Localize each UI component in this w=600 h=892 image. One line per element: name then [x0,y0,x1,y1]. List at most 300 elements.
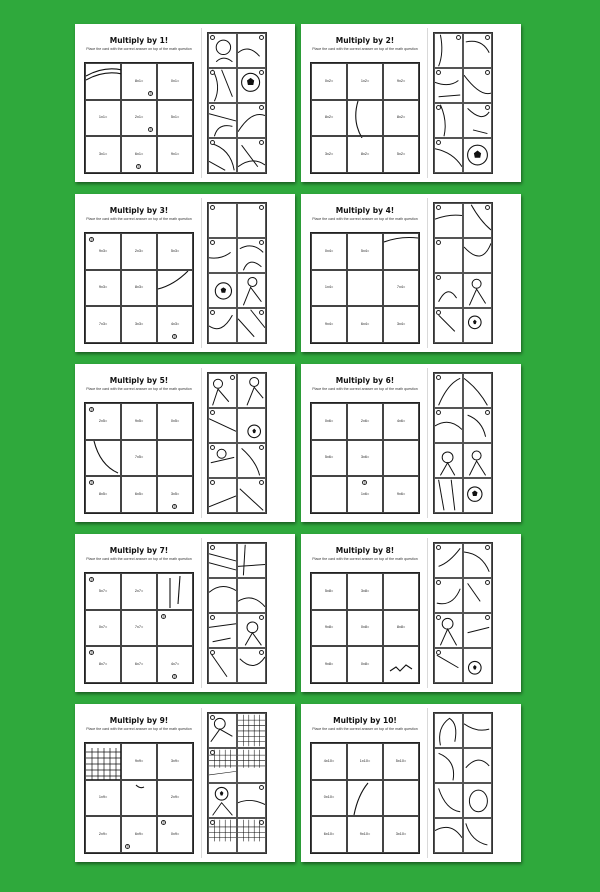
question-cell [347,573,383,610]
question-cell [85,63,121,100]
player-sketch-icon [464,819,491,852]
puzzle-piece [237,783,266,818]
question-marker-icon: ? [90,481,93,486]
page-divider [201,538,202,688]
puzzle-piece [208,478,237,513]
worksheet-title: Multiply by 5! [109,376,169,385]
question-text: 2x6= [360,418,370,423]
piece-number-icon [436,70,441,75]
question-cell [347,646,383,683]
question-grid [84,742,194,854]
puzzle-piece [237,613,266,648]
puzzle-piece [434,238,463,273]
question-cell [121,476,157,513]
puzzle-piece [237,68,266,103]
puzzle-piece [237,818,266,853]
question-text: 0x8= [360,661,370,666]
question-cell [347,100,383,137]
player-sketch-icon [435,714,462,747]
sketch-line-icon [158,271,194,308]
player-sketch-icon [464,239,491,272]
question-cell [85,743,121,780]
piece-number-icon [436,105,441,110]
question-cell [157,743,193,780]
piece-number-icon [259,480,264,485]
question-grid [310,402,420,514]
sketch-line-icon [86,441,122,478]
puzzle-piece [208,238,237,273]
question-text: 9x9= [134,758,144,763]
puzzle-piece [237,203,266,238]
piece-number-icon [210,480,215,485]
puzzle-piece [237,713,266,748]
worksheet-instructions: Place the card with the correct answer on top of the math question [86,387,192,391]
puzzle-piece [237,648,266,683]
worksheet-1 [75,24,295,182]
worksheet-instructions: Place the card with the correct answer on top of the math question [312,387,418,391]
question-cell [85,270,121,307]
question-text: 6x4= [360,321,370,326]
puzzle-piece [463,443,492,478]
player-sketch-icon [435,784,462,817]
worksheet-title: Multiply by 7! [109,546,169,555]
puzzle-piece [208,713,237,748]
puzzle-pieces [433,372,493,514]
question-page [75,24,201,182]
question-cell [121,610,157,647]
puzzle-piece [208,33,237,68]
question-marker-icon: ? [90,238,93,242]
piece-number-icon [210,715,215,720]
question-cell [121,646,157,683]
question-text: 1x1= [98,115,108,120]
question-cell [383,610,419,647]
question-cell [311,270,347,307]
puzzle-piece [434,33,463,68]
sketch-line-icon [158,574,194,611]
question-text: 5x7= [98,588,108,593]
net-sketch-icon [238,714,265,747]
question-page [301,24,427,182]
question-cell [311,306,347,343]
puzzle-piece [434,578,463,613]
piece-number-icon [259,205,264,210]
question-cell [85,100,121,137]
piece-number-icon [436,275,441,280]
question-text: 3x4= [396,321,406,326]
page-divider [201,198,202,348]
question-text: 8x2= [360,151,370,156]
worksheet-title: Multiply by 8! [335,546,395,555]
puzzle-piece [463,138,492,173]
question-page [75,704,201,862]
piece-number-icon [210,820,215,825]
picture-pieces-page [207,32,291,178]
question-cell [85,136,121,173]
picture-pieces-page [207,712,291,858]
piece-number-icon [259,105,264,110]
soccer-ball-icon [209,274,236,307]
question-cell [121,743,157,780]
puzzle-piece [208,648,237,683]
question-marker-icon: ? [90,578,93,582]
question-cell [347,476,383,513]
picture-pieces-page [433,712,517,858]
question-cell [121,100,157,137]
question-page [75,194,201,352]
question-cell [85,646,121,683]
puzzle-piece [237,373,266,408]
question-text: 0x1= [170,78,180,83]
question-text: 6x1= [134,151,144,156]
puzzle-piece [237,33,266,68]
puzzle-piece [237,578,266,613]
piece-number-icon [259,310,264,315]
puzzle-piece [434,613,463,648]
player-sketch-icon [435,444,462,477]
worksheet-title: Multiply by 3! [109,206,169,215]
question-cell [311,100,347,137]
piece-number-icon [259,650,264,655]
question-cell [157,136,193,173]
puzzle-piece [434,308,463,343]
puzzle-piece [208,203,237,238]
piece-number-icon [485,545,490,550]
question-marker-icon: ? [90,651,93,656]
question-cell [121,136,157,173]
question-text: 2x3= [134,248,144,253]
worksheet-instructions: Place the card with the correct answer on top of the math question [312,217,418,221]
piece-number-icon [456,35,461,40]
question-text: 3x9= [170,758,180,763]
question-text: 1x10= [359,758,371,763]
question-cell [347,610,383,647]
question-text: 1x9= [98,795,108,800]
question-cell [311,403,347,440]
question-cell [311,743,347,780]
question-text: 2x9= [170,795,180,800]
picture-pieces-page [433,542,517,688]
puzzle-piece [463,203,492,238]
question-cell [85,440,121,477]
question-marker-icon: ? [126,845,129,849]
question-text: 1x2= [360,78,370,83]
worksheet-title: Multiply by 9! [109,716,169,725]
worksheet-6 [301,364,521,522]
puzzle-piece [434,273,463,308]
question-marker-icon: ? [137,165,140,169]
question-cell [311,63,347,100]
piece-number-icon [485,105,490,110]
soccer-ball-icon [209,784,236,817]
puzzle-piece [237,748,266,783]
worksheet-title: Multiply by 2! [335,36,395,45]
player-sketch-icon [238,274,265,307]
worksheet-5 [75,364,295,522]
worksheet-7 [75,534,295,692]
question-text: 9x8= [324,625,334,630]
question-cell [157,816,193,853]
question-marker-icon: ? [162,821,165,826]
question-text: 9x3= [98,248,108,253]
puzzle-piece [237,308,266,343]
puzzle-piece [434,818,463,853]
piece-number-icon [210,105,215,110]
puzzle-piece [463,578,492,613]
puzzle-piece [237,138,266,173]
picture-pieces-page [433,32,517,178]
picture-pieces-page [207,372,291,518]
question-cell [85,233,121,270]
player-sketch-icon [209,579,236,612]
question-text: 0x5= [170,418,180,423]
question-marker-icon: ? [162,614,165,619]
puzzle-piece [463,783,492,818]
piece-number-icon [436,615,441,620]
question-text: 0x2= [324,78,334,83]
sketch-line-icon [348,781,384,818]
soccer-ball-icon [238,409,265,442]
question-cell [311,573,347,610]
soccer-ball-icon [464,309,491,342]
piece-number-icon [436,205,441,210]
question-cell [383,646,419,683]
puzzle-piece [208,373,237,408]
question-cell [85,403,121,440]
puzzle-piece [463,613,492,648]
puzzle-piece [208,818,237,853]
question-text: 5x2= [396,151,406,156]
sketch-line-icon [86,64,122,101]
question-cell [347,403,383,440]
piece-number-icon [259,445,264,450]
question-cell [383,233,419,270]
sketch-line-icon [384,234,420,271]
piece-number-icon [485,70,490,75]
piece-number-icon [210,750,215,755]
question-marker-icon: ? [173,335,176,339]
piece-number-icon [210,545,215,550]
soccer-ball-icon [464,139,491,172]
piece-number-icon [436,410,441,415]
question-text: 9x2= [396,78,406,83]
question-text: 3x5= [170,491,180,496]
question-marker-icon: ? [149,128,152,133]
puzzle-piece [434,443,463,478]
question-text: 9x8= [324,661,334,666]
piece-number-icon [436,580,441,585]
question-text: 5x6= [324,455,334,460]
worksheet-4 [301,194,521,352]
question-cell [311,440,347,477]
question-text: 5x4= [360,248,370,253]
puzzle-piece [434,408,463,443]
question-marker-icon: ? [173,505,176,509]
question-cell [121,270,157,307]
question-cell [157,403,193,440]
puzzle-piece [463,713,492,748]
puzzle-pieces [433,542,493,684]
question-text: 9x10= [359,831,371,836]
question-cell [157,646,193,683]
question-cell [383,440,419,477]
worksheet-10 [301,704,521,862]
piece-number-icon [210,310,215,315]
page-divider [427,368,428,518]
picture-pieces-page [433,372,517,518]
question-text: 9x3= [98,285,108,290]
puzzle-piece [434,203,463,238]
net-sketch-icon [86,744,122,781]
question-text: 8x7= [98,661,108,666]
question-text: 2x5= [98,418,108,423]
puzzle-piece [434,783,463,818]
piece-number-icon [259,615,264,620]
worksheet-title: Multiply by 10! [333,716,397,725]
question-cell [157,63,193,100]
question-cell [157,476,193,513]
puzzle-piece [434,748,463,783]
piece-number-icon [259,35,264,40]
piece-number-icon [485,410,490,415]
puzzle-piece [237,478,266,513]
question-cell [383,573,419,610]
player-sketch-icon [435,479,462,512]
puzzle-piece [463,103,492,138]
puzzle-piece [463,308,492,343]
sketch-line-icon [122,781,158,818]
question-cell [157,270,193,307]
player-sketch-icon [435,819,462,852]
puzzle-piece [434,648,463,683]
puzzle-piece [434,103,463,138]
worksheet-instructions: Place the card with the correct answer on top of the math question [86,217,192,221]
puzzle-piece [434,68,463,103]
question-text: 5x10= [395,758,407,763]
question-cell [157,306,193,343]
puzzle-pieces [207,32,267,174]
question-marker-icon: ? [149,91,152,96]
question-grid [84,62,194,174]
player-sketch-icon [464,374,491,407]
question-grid [84,402,194,514]
net-sketch-icon [238,749,265,782]
question-page [75,534,201,692]
puzzle-piece [463,478,492,513]
question-cell [121,780,157,817]
question-marker-icon: ? [173,675,176,679]
question-cell [347,780,383,817]
question-text: 0x10= [323,795,335,800]
question-text: 9x1= [170,151,180,156]
piece-number-icon [210,445,215,450]
question-cell [157,233,193,270]
puzzle-piece [208,578,237,613]
puzzle-piece [208,68,237,103]
question-text: 3x1= [98,151,108,156]
question-text: 4x7= [170,661,180,666]
question-text: 6x9= [134,831,144,836]
question-grid [310,572,420,684]
puzzle-piece [434,713,463,748]
puzzle-piece [463,68,492,103]
question-text: 8x2= [396,115,406,120]
piece-number-icon [210,35,215,40]
worksheet-8 [301,534,521,692]
piece-number-icon [259,140,264,145]
piece-number-icon [436,375,441,380]
question-cell [383,743,419,780]
question-marker-icon: ? [90,408,93,412]
worksheet-instructions: Place the card with the correct answer on top of the math question [86,727,192,731]
question-cell [157,440,193,477]
puzzle-piece [237,543,266,578]
question-text: 8x1= [134,78,144,83]
player-sketch-icon [464,444,491,477]
question-cell [347,306,383,343]
page-divider [427,708,428,858]
page-divider [427,198,428,348]
question-text: 7x5= [134,455,144,460]
question-page [301,704,427,862]
question-cell [311,610,347,647]
question-cell [347,270,383,307]
question-cell [85,816,121,853]
question-text: 8x2= [324,115,334,120]
piece-number-icon [485,205,490,210]
page-divider [427,538,428,688]
player-sketch-icon [435,749,462,782]
puzzle-piece [208,273,237,308]
question-cell [85,476,121,513]
question-page [301,364,427,522]
question-cell [347,136,383,173]
question-cell [157,610,193,647]
puzzle-piece [463,238,492,273]
question-text: 9x5= [134,418,144,423]
sketch-line-icon [384,647,420,684]
picture-pieces-page [433,202,517,348]
question-cell [383,816,419,853]
page-divider [201,708,202,858]
question-cell [311,136,347,173]
puzzle-piece [237,273,266,308]
question-text: 6x10= [323,831,335,836]
question-text: 6x5= [134,491,144,496]
question-cell [311,476,347,513]
piece-number-icon [259,70,264,75]
page-divider [201,368,202,518]
puzzle-piece [237,443,266,478]
puzzle-piece [208,543,237,578]
question-text: 4x10= [323,758,335,763]
question-cell [347,816,383,853]
question-cell [383,403,419,440]
worksheet-title: Multiply by 6! [335,376,395,385]
puzzle-pieces [433,32,493,174]
question-cell [383,780,419,817]
worksheet-2 [301,24,521,182]
question-grid [310,742,420,854]
piece-number-icon [485,35,490,40]
puzzle-piece [463,648,492,683]
question-grid [310,62,420,174]
piece-number-icon [485,615,490,620]
picture-pieces-page [207,202,291,348]
question-text: 7x7= [134,625,144,630]
question-cell [121,816,157,853]
question-text: 3x6= [360,455,370,460]
